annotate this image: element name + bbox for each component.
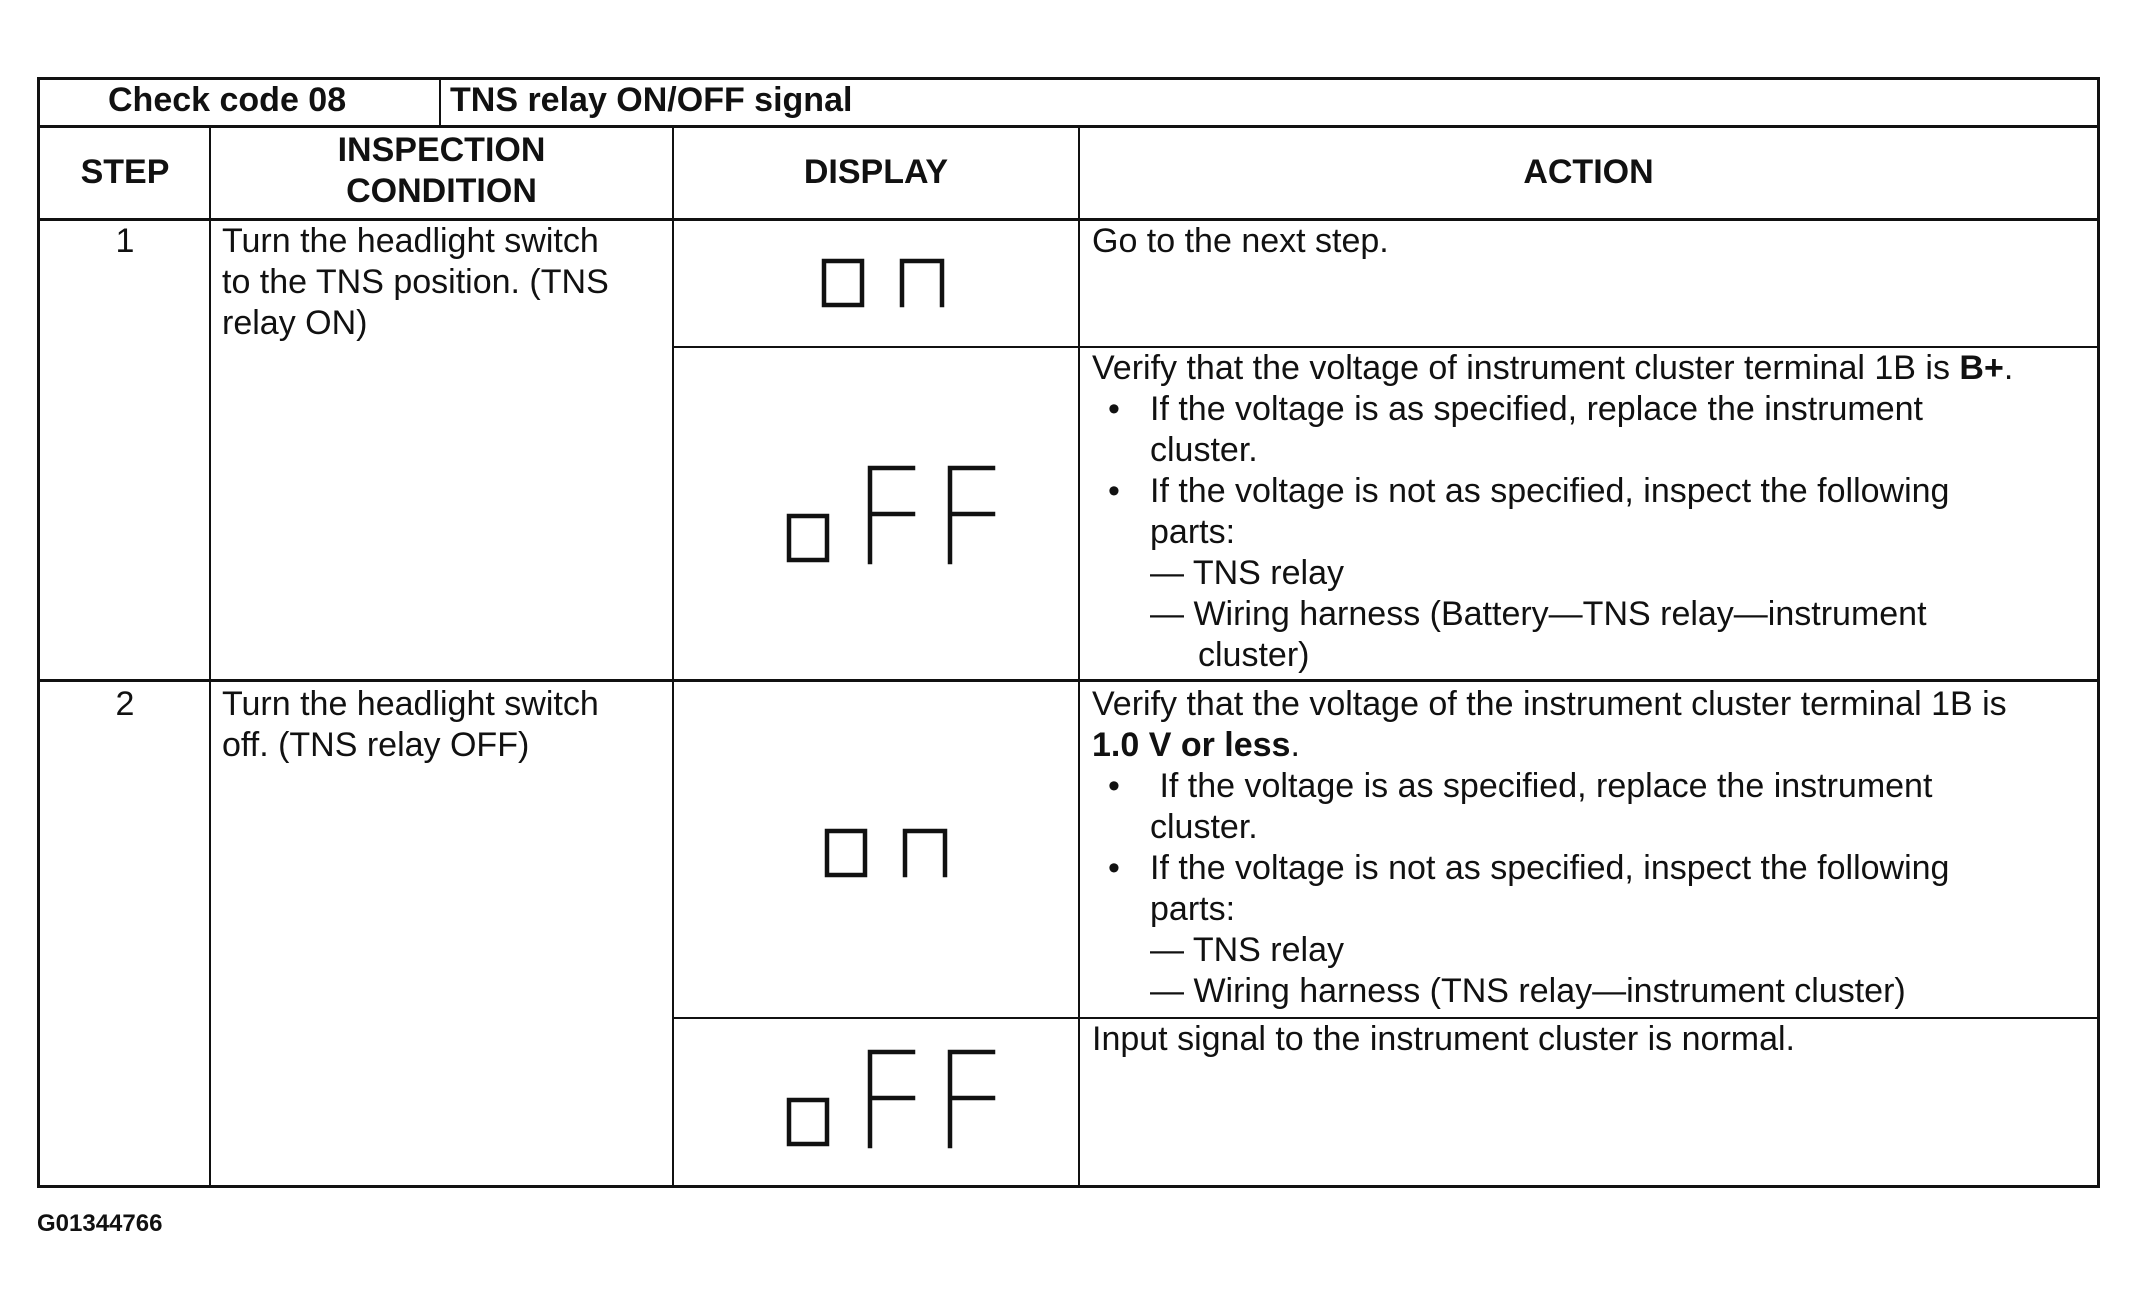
bullet-line: cluster. [1150,808,1258,846]
step1-condition-line: to the TNS position. (TNS [222,263,609,301]
action-intro [1092,348,2013,389]
sub-item: — TNS relay [1150,931,1344,969]
lcd-digit-n [905,831,945,875]
sub-item: — Wiring harness (TNS relay—instrument cluster) [1150,972,1906,1010]
step2-row1-action [1092,684,2007,1012]
lcd-display-off [785,1046,1005,1166]
action-bullets [1092,766,2007,1012]
lcd-display-off [785,462,1005,582]
lcd-digit-o [789,516,827,560]
action-intro-end: . [2003,349,2014,387]
action-intro-bold: 1.0 V or less [1092,726,1291,764]
lcd-digit-f [950,1052,993,1146]
header-inspection-line2: CONDITION [346,172,537,210]
action-intro: Verify that the voltage of the instrument cluster terminal 1B is [1092,685,2007,723]
step2-condition-line: off. (TNS relay OFF) [222,726,530,764]
lcd-digit-f [870,1052,913,1146]
step1-condition [222,221,609,344]
divider-display-column [1078,126,1080,1185]
divider-step-column [209,126,211,1185]
bullet-line: parts: [1150,890,1236,928]
lcd-digit-o [824,261,862,305]
action-intro-bold: B+ [1959,349,2004,387]
bullet-line: • If the voltage is as specified, replace the instrument [1150,767,1933,805]
header-display: DISPLAY [803,153,949,191]
check-code-table [37,77,2100,1188]
action-bullet-item [1092,389,2013,471]
action-bullet-item [1092,766,2007,848]
step1-condition-line: relay ON) [222,304,368,342]
sub-item: — TNS relay [1150,554,1344,592]
lcd-digit-f [870,468,913,562]
action-bullet-item [1092,471,2013,676]
check-code-label: Check code 08 [108,81,347,119]
lcd-display-on [823,825,963,885]
bullet-line: • If the voltage is not as specified, inspect the following [1150,472,1950,510]
signal-title: TNS relay ON/OFF signal [450,81,853,119]
sub-item-continued: cluster) [1198,636,1310,674]
lcd-display-on [820,255,960,315]
lcd-digit-f [950,468,993,562]
step2-row2-action: Input signal to the instrument cluster is normal. [1092,1020,1795,1058]
header-inspection-condition [211,130,672,212]
header-step: STEP [80,153,170,191]
action-bullets [1092,389,2013,676]
bullet-line: • If the voltage is as specified, replace the instrument [1150,390,1923,428]
sub-item: — Wiring harness (Battery—TNS relay—instrument [1150,595,1927,633]
action-intro-cont [1092,725,2007,766]
divider-condition-column [672,126,674,1185]
action-intro-end: . [1290,726,1300,764]
bullet-line: cluster. [1150,431,1258,469]
lcd-digit-n [902,261,942,305]
step2-condition-line: Turn the headlight switch [222,685,599,723]
step1-row2-action [1092,348,2013,676]
divider-below-title [40,125,2097,128]
step1-row1-action: Go to the next step. [1092,222,1389,260]
header-action: ACTION [1523,153,1654,191]
step1-condition-line: Turn the headlight switch [222,222,599,260]
header-inspection-line1: INSPECTION [337,131,546,169]
bullet-line: • If the voltage is not as specified, inspect the following [1150,849,1950,887]
lcd-digit-o [789,1100,827,1144]
bullet-line: parts: [1150,513,1236,551]
divider-title-cells [439,80,441,126]
step2-condition [222,684,599,766]
lcd-digit-o [827,831,865,875]
step2-number: 2 [115,685,135,723]
divider-step1-step2 [40,679,2097,682]
step1-number: 1 [115,222,135,260]
figure-id: G01344766 [37,1210,163,1237]
action-intro-text: Verify that the voltage of instrument cluster terminal 1B is [1092,349,1960,387]
action-bullet-item [1092,848,2007,1012]
